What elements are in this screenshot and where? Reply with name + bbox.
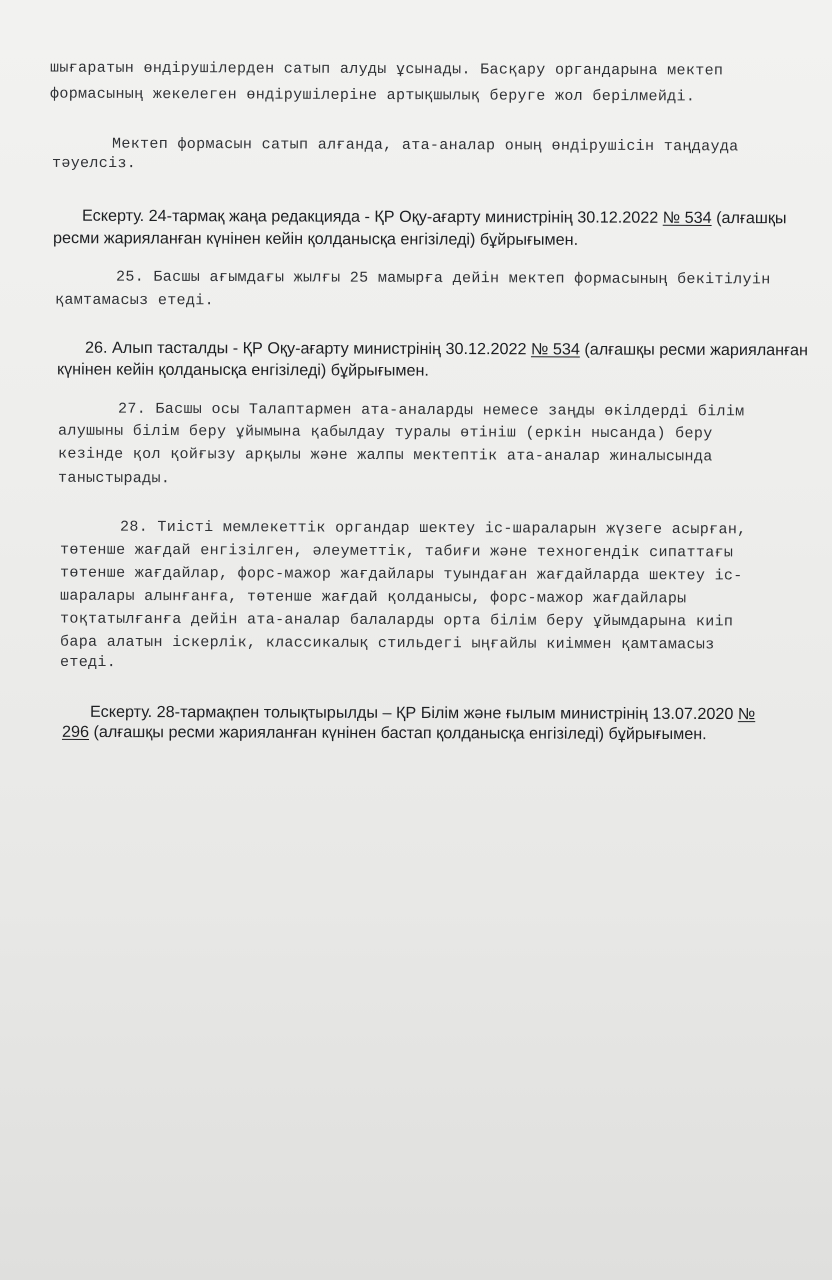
note-28-line-2 — [62, 721, 707, 745]
paragraph-26-text-end: (алғашқы ресми жарияланған — [579, 340, 808, 360]
paragraph-28-line-5: тоқтатылғанға дейін ата-аналар балаларды орта білім беру ұйымдарына киіп — [59, 610, 734, 631]
note-24-line-1 — [82, 205, 787, 229]
paragraph-28-line-3: төтенше жағдайлар, форс-мажор жағдайлары туындаған жағдайларда шектеу іс- — [59, 564, 743, 585]
paragraph-28-line-6: бара алатын іскерлік, классикалық стильдегі ыңғайлы киіммен қамтамасыз — [59, 633, 715, 654]
order-296-link-part-1[interactable]: № — [737, 705, 756, 724]
paragraph-top-line-2: формасының жекелеген өндірушілеріне артықшылық беруге жол берілмейді. — [49, 85, 696, 106]
note-28-text-start: Ескерту. 28-тармақпен толықтырылды – ҚР Білім және ғылым министрінің 13.07.2020 — [89, 702, 738, 724]
note-24-line-2: ресми жарияланған күнінен кейін қолданысқа енгізіледі) бұйрығымен. — [52, 229, 579, 249]
paragraph-27-line-3: кезінде қол қойғызу арқылы және жалпы мектептік ата-аналар жиналысында — [57, 445, 713, 466]
paragraph-choice-line-1: Мектеп формасын сатып алғанда, ата-аналар оның өндірушісін таңдауда — [111, 135, 739, 156]
paragraph-27-line-2: алушыны білім беру ұйымына қабылдау туралы өтініш (еркін нысанда) беру — [57, 422, 713, 443]
paragraph-28-line-1: 28. Тиісті мемлекеттік органдар шектеу іс-шараларын жүзеге асырған, — [119, 518, 747, 539]
order-534-link[interactable]: № 534 — [662, 208, 712, 227]
paragraph-26-text-start: 26. Алып тасталды - ҚР Оқу-ағарту министрінің 30.12.2022 — [84, 338, 532, 359]
paragraph-top-line-1: шығаратын өндірушілерден сатып алуды ұсынады. Басқару органдарына мектеп — [49, 59, 724, 80]
paragraph-28-line-2: төтенше жағдай енгізілген, әлеуметтік, табиғи және техногендік сипаттағы — [59, 541, 734, 562]
note-24-text-start: Ескерту. 24-тармақ жаңа редакцияда - ҚР Оқу-ағарту министрінің 30.12.2022 — [81, 206, 663, 227]
paragraph-28-line-4: шаралары алынғанға, төтенше жағдай қолданысы, форс-мажор жағдайлары — [59, 587, 687, 608]
paragraph-choice-line-2: тәуелсіз. — [51, 154, 137, 173]
note-28-text-end: (алғашқы ресми жарияланған күнінен бастап қолданысқа енгізіледі) бұйрығымен. — [88, 722, 707, 744]
paragraph-26-line-2: күнінен кейін қолданысқа енгізіледі) бұйрығымен. — [56, 360, 429, 380]
note-24-text-end: (алғашқы — [711, 208, 787, 228]
paragraph-25-line-2: қамтамасыз етеді. — [54, 291, 215, 310]
paragraph-28-line-7: етеді. — [59, 653, 117, 672]
paragraph-27-line-1: 27. Басшы осы Талаптармен ата-аналарды немесе заңды өкілдерді білім — [117, 400, 745, 421]
paragraph-25-line-1: 25. Басшы ағымдағы жылғы 25 мамырға дейін мектеп формасының бекітілуін — [115, 268, 771, 289]
paragraph-26-line-1 — [85, 337, 808, 362]
paragraph-27-line-4: таныстырады. — [57, 469, 171, 488]
order-296-link-part-2[interactable]: 296 — [61, 722, 90, 741]
order-534-link[interactable]: № 534 — [530, 340, 580, 359]
